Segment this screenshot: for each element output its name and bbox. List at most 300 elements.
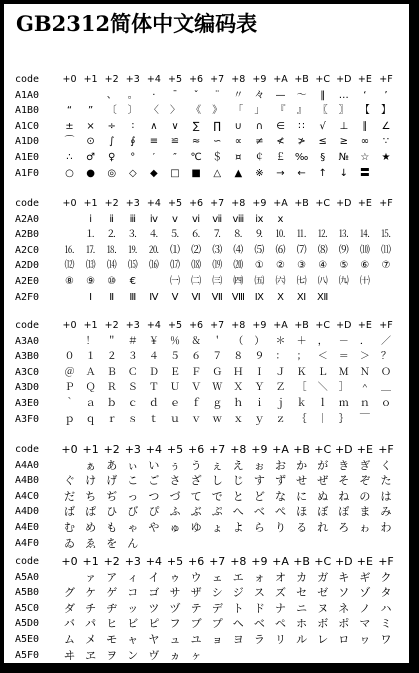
table-cell: ‖ [320, 89, 326, 101]
column-header: +9 [251, 555, 268, 568]
table-cell: ポ [338, 617, 350, 631]
table-cell: ⑴ [170, 244, 180, 256]
column-header: +0 [62, 198, 77, 209]
row-code-label: A5A0 [15, 571, 40, 583]
table-cell: ⅷ [232, 213, 245, 225]
table-cell: ⑸ [254, 244, 265, 256]
table-cell: ㈧ [317, 276, 328, 287]
table-cell: ヶ [190, 648, 202, 662]
column-header: +F [379, 320, 393, 331]
table-cell: Ｓ [127, 382, 138, 394]
table-cell: ぢ [106, 489, 118, 503]
table-cell [333, 290, 354, 306]
table-cell: ÷ [107, 120, 116, 132]
table-cell: ⒂ [127, 260, 138, 272]
column-header: +5 [166, 555, 184, 568]
table-cell: び [127, 505, 139, 519]
column-header: +A [272, 555, 289, 568]
table-cell: チ [85, 601, 97, 615]
table-cell: ィ [127, 570, 139, 584]
table-cell: ⒏ [233, 229, 244, 241]
column-header: +C [315, 320, 330, 331]
table-cell: ゃ [127, 521, 139, 534]
column-header: +6 [189, 320, 204, 331]
table-cell: ム [64, 633, 75, 646]
column-header: +C [315, 198, 330, 209]
table-cell: ド [253, 601, 265, 615]
table-cell: ± [65, 120, 74, 132]
table-cell: ｘ [233, 413, 244, 425]
table-cell: ∶ [131, 120, 135, 132]
table-cell: ヤ [148, 633, 160, 646]
row-code-label: A1F0 [15, 167, 40, 179]
table-cell: み [380, 505, 392, 519]
table-cell: 〈 [148, 105, 159, 117]
table-cell: Ｕ [170, 382, 180, 394]
table-cell: ⅳ [149, 213, 158, 225]
table-cell: ⒋ [148, 229, 159, 241]
table-cell: ⊙ [86, 136, 95, 148]
table-cell [186, 536, 207, 552]
table-cell: Ｙ [254, 382, 265, 394]
table-cell: Ｌ [317, 366, 328, 378]
table-cell: ｆ [191, 398, 202, 409]
table-cell: ⒛ [148, 244, 159, 256]
table-cell: ゴ [148, 586, 160, 600]
table-cell: ほ [296, 505, 308, 519]
table-cell: ℃ [190, 152, 202, 163]
column-header: +0 [62, 320, 77, 331]
table-cell: ⅰ [89, 213, 92, 225]
table-cell: ㈠ [170, 276, 180, 287]
table-cell: → [276, 167, 285, 179]
table-row [4, 290, 410, 306]
table-cell: ≡ [149, 136, 159, 148]
table-cell: Ⅰ [89, 291, 93, 303]
column-header: +D [336, 198, 352, 209]
row-code-label: A2A0 [15, 213, 40, 225]
table-cell: ル [296, 633, 308, 646]
table-cell: ヵ [169, 648, 181, 662]
column-header: +B [293, 443, 310, 456]
table-cell: ″ [173, 152, 177, 163]
table-row [4, 119, 410, 135]
table-cell: ㈥ [275, 276, 286, 287]
table-cell: ｝ [338, 413, 349, 425]
column-header-code: code [15, 320, 40, 331]
row-code-label: A2C0 [15, 244, 40, 256]
table-cell: 《 [191, 105, 202, 117]
column-header: +8 [230, 443, 247, 456]
table-cell: 〕 [127, 105, 138, 117]
table-cell: ッ [127, 601, 139, 615]
table-cell: ヨ [232, 633, 244, 646]
row-code-label: A2B0 [15, 229, 40, 241]
table-cell: が [317, 458, 329, 472]
table-cell: ∏ [213, 120, 221, 132]
table-cell: 》 [212, 105, 223, 117]
row-code-label: A3F0 [15, 413, 40, 425]
table-row [4, 88, 410, 104]
table-cell: ェ [211, 570, 223, 584]
row-code-label: A2D0 [15, 260, 40, 272]
row-code-label: A3A0 [15, 335, 40, 347]
table-cell [376, 412, 397, 428]
table-cell: ア [106, 570, 118, 584]
table-cell: ラ [253, 633, 265, 646]
table-cell: ｏ [381, 398, 391, 409]
table-cell: ｈ [233, 398, 244, 409]
table-cell: ∴ [66, 152, 73, 163]
table-cell: Ｂ [106, 366, 117, 378]
table-cell: ａ [85, 398, 96, 409]
table-cell: キ [338, 570, 350, 584]
table-cell: そ [338, 474, 350, 488]
table-cell: ゾ [359, 586, 371, 600]
table-cell: ㈨ [338, 276, 349, 287]
table-cell: え [232, 458, 244, 472]
table-row [4, 103, 410, 119]
table-cell: ぁ [85, 458, 97, 472]
table-row [4, 504, 410, 520]
table-row [4, 258, 410, 274]
table-cell: “ [66, 105, 73, 117]
table-cell: ゼ [317, 586, 329, 600]
table-cell [59, 290, 80, 306]
table-cell [354, 536, 375, 552]
table-cell: ⒆ [212, 260, 223, 272]
table-cell: ヌ [317, 601, 329, 615]
table-cell: る [296, 521, 308, 534]
table-cell: ぴ [148, 505, 160, 519]
table-cell: ％ [170, 335, 180, 347]
table-cell: 「 [233, 105, 244, 117]
table-cell: ∥ [362, 120, 368, 132]
table-cell: ？ [381, 351, 391, 363]
column-header: +3 [125, 74, 140, 85]
table-cell: ゑ [85, 536, 97, 550]
table-cell: Ｖ [191, 382, 202, 394]
table-cell: べ [253, 505, 265, 519]
table-cell: 〔 [106, 105, 117, 117]
table-cell: ∑ [192, 120, 200, 132]
table-cell: ⒎ [212, 229, 223, 241]
table-row [4, 212, 410, 228]
table-cell: Ⅱ [109, 291, 115, 303]
row-code-label: A5F0 [15, 649, 40, 661]
table-cell: ＊ [275, 335, 286, 347]
table-cell: ＇ [212, 335, 223, 347]
table-cell: ０ [64, 351, 75, 363]
table-cell: × [86, 120, 95, 132]
table-cell: ワ [380, 633, 392, 646]
table-cell [376, 166, 397, 182]
table-cell: じ [232, 474, 244, 488]
table-cell: Ｏ [381, 366, 391, 378]
table-cell: ≌ [170, 136, 180, 148]
table-cell: ュ [169, 633, 181, 646]
table-cell: ⅶ [212, 213, 223, 225]
table-cell: 〗 [338, 105, 349, 117]
table-cell: れ [317, 521, 329, 534]
table-cell: ⑥ [360, 260, 370, 272]
column-header: +8 [230, 555, 247, 568]
column-header: +C [315, 74, 330, 85]
table-cell [354, 212, 375, 228]
table-cell: Ｒ [106, 382, 117, 394]
table-cell: ⅲ [129, 213, 136, 225]
table-cell: ⒕ [359, 229, 370, 241]
table-cell: げ [106, 474, 118, 488]
table-cell: Ⅲ [129, 291, 137, 303]
table-cell: Ｘ [233, 382, 244, 394]
table-cell: ° [130, 152, 136, 163]
table-cell: ご [148, 474, 160, 488]
column-header: +1 [83, 74, 98, 85]
table-cell: ⒖ [381, 229, 391, 241]
table-cell: 】 [381, 105, 391, 117]
table-cell: ｃ [127, 398, 138, 409]
table-cell: ｗ [212, 413, 223, 425]
table-cell: Ⅶ [211, 291, 223, 303]
table-cell: ⒄ [170, 260, 180, 272]
table-cell: ＆ [191, 335, 202, 347]
table-row [4, 536, 410, 552]
table-cell: Ⅷ [231, 291, 245, 303]
table-cell: ｂ [106, 398, 117, 409]
table-row [4, 489, 410, 505]
column-header: +7 [209, 555, 226, 568]
table-cell: 【 [359, 105, 370, 117]
table-cell: ＝ [338, 351, 349, 363]
row-code-label: A5B0 [15, 587, 40, 599]
table-cell: ⒃ [148, 260, 159, 272]
header-row [4, 318, 410, 334]
column-header: +4 [145, 555, 162, 568]
table-cell: ； [296, 351, 307, 363]
table-cell: と [232, 489, 244, 503]
table-cell: ⒙ [106, 244, 117, 256]
table-cell: ⒑ [275, 229, 286, 241]
table-cell: よ [232, 521, 244, 534]
table-cell [376, 274, 397, 290]
table-cell: ～ [296, 89, 307, 101]
table-cell: タ [380, 586, 392, 600]
table-cell: １ [85, 351, 96, 363]
table-cell: ⌒ [64, 136, 75, 148]
table-cell: Ⅴ [171, 291, 179, 303]
table-cell: ヲ [106, 648, 118, 662]
table-cell: ㈢ [212, 276, 223, 287]
table-cell: ¨ [214, 89, 220, 101]
table-cell: ∩ [255, 120, 264, 132]
table-cell: ｅ [170, 398, 180, 409]
table-cell: Ⅸ [254, 291, 264, 303]
row-code-label: A2E0 [15, 276, 40, 287]
row-code-label: A4A0 [15, 459, 40, 471]
column-header: +B [294, 198, 309, 209]
table-cell: や [148, 521, 160, 534]
table-cell: Ｔ [148, 382, 159, 394]
table-cell: お [275, 458, 286, 472]
table-row [4, 616, 410, 632]
table-cell: ⑾ [381, 244, 391, 256]
row-code-label: A4F0 [15, 537, 40, 549]
table-cell: オ [275, 570, 286, 584]
table-row [4, 365, 410, 381]
header-row [4, 72, 410, 88]
row-code-label: A3C0 [15, 366, 40, 378]
column-header: +4 [146, 198, 161, 209]
table-cell: ベ [253, 617, 265, 631]
table-cell: ⅴ [172, 213, 178, 225]
table-cell: っ [127, 489, 139, 503]
column-header: +E [356, 555, 373, 568]
table-cell: ７ [212, 351, 223, 363]
column-header: +1 [83, 320, 98, 331]
column-header: +C [314, 443, 332, 456]
table-cell: ５ [170, 351, 180, 363]
column-header: +9 [251, 443, 268, 456]
table-cell: － [338, 335, 349, 347]
table-cell: ￣ [359, 413, 370, 425]
table-cell: く [380, 458, 392, 472]
table-cell: （ [233, 335, 244, 347]
table-cell: ◇ [128, 167, 137, 179]
table-cell [228, 648, 249, 664]
table-cell: ⑷ [233, 244, 244, 256]
table-row [4, 243, 410, 259]
table-cell: ゐ [64, 536, 75, 550]
table-cell: … [338, 89, 349, 101]
table-cell: ゎ [359, 521, 371, 534]
row-code-label: A1A0 [15, 89, 40, 101]
table-cell: ⒓ [317, 229, 328, 241]
column-header: +2 [104, 320, 119, 331]
column-header-code: code [15, 556, 40, 567]
table-cell: ホ [296, 617, 308, 631]
table-cell: ’ [384, 89, 388, 101]
table-cell: ６ [191, 351, 202, 363]
table-cell: は [380, 489, 392, 503]
table-cell: ゲ [106, 586, 118, 600]
table-cell [59, 334, 80, 350]
column-header: +1 [83, 198, 98, 209]
table-cell: ∵ [382, 136, 390, 148]
table-cell [270, 536, 291, 552]
row-code-label: A3E0 [15, 398, 40, 409]
table-cell: ． [359, 335, 370, 347]
table-cell: ｛ [296, 413, 307, 425]
table-cell: ぞ [359, 474, 371, 488]
table-cell: き [338, 458, 350, 472]
table-cell: ヘ [232, 617, 244, 631]
table-cell: ⅱ [109, 213, 114, 225]
column-header: +5 [167, 198, 182, 209]
table-cell: ぎ [359, 458, 371, 472]
column-header: +A [273, 320, 288, 331]
column-header: +A [272, 443, 289, 456]
table-row [4, 585, 410, 601]
table-cell: ※ [255, 167, 264, 179]
table-cell: ∧ [150, 120, 158, 132]
table-cell: ユ [190, 633, 202, 646]
column-header: +7 [210, 198, 225, 209]
row-code-label: A4B0 [15, 475, 40, 487]
table-cell: ， [317, 335, 328, 347]
table-cell: ロ [338, 633, 350, 646]
table-cell: バ [64, 617, 75, 631]
table-cell: ▲ [234, 167, 243, 179]
row-code-label: A3B0 [15, 351, 40, 363]
table-cell: Ｑ [85, 382, 96, 394]
table-cell: ざ [190, 474, 202, 488]
table-cell: ○ [65, 167, 74, 179]
table-cell: ⑻ [317, 244, 328, 256]
table-cell: ソ [338, 586, 350, 600]
table-cell: ｒ [106, 413, 117, 425]
column-header: +5 [166, 443, 184, 456]
table-cell: ゥ [169, 570, 181, 584]
table-cell: あ [106, 458, 118, 472]
table-cell: ９ [254, 351, 265, 363]
table-cell [376, 536, 397, 552]
table-cell: 〖 [317, 105, 328, 117]
table-cell: ˇ [193, 89, 199, 101]
table-cell: ′ [152, 152, 156, 163]
table-cell: ニ [296, 601, 308, 615]
column-header: +F [379, 198, 393, 209]
column-header: +2 [104, 198, 119, 209]
table-cell: ￡ [275, 152, 286, 163]
table-cell [376, 212, 397, 228]
table-cell: ⒒ [296, 229, 307, 241]
row-code-label: A1B0 [15, 105, 40, 117]
table-cell: マ [359, 617, 371, 631]
row-code-label: A5E0 [15, 634, 40, 645]
table-row [4, 473, 410, 489]
table-cell: ヒ [106, 617, 118, 631]
table-cell: ｊ [275, 398, 286, 409]
table-cell: ↑ [318, 167, 327, 179]
table-row [4, 412, 410, 428]
column-header: +B [293, 555, 310, 568]
column-header: +9 [252, 198, 267, 209]
column-header: +7 [210, 320, 225, 331]
row-code-label: A5C0 [15, 602, 40, 614]
table-cell: ｕ [170, 413, 180, 425]
table-cell: 。 [127, 89, 138, 101]
table-cell: ♀ [108, 152, 116, 163]
table-cell: ⅸ [255, 213, 264, 225]
table-cell: √ [319, 120, 326, 132]
table-cell: う [190, 458, 202, 472]
table-cell: ⒌ [170, 229, 180, 241]
table-cell: ∷ [298, 120, 305, 132]
table-cell: ぬ [317, 489, 329, 503]
table-cell [228, 536, 249, 552]
table-cell: ∨ [171, 120, 179, 132]
table-row [4, 349, 410, 365]
table-cell: Ｉ [254, 366, 265, 378]
table-cell: ｌ [317, 398, 328, 409]
table-cell: ジ [232, 586, 244, 600]
table-cell: ⒚ [127, 244, 138, 256]
table-cell: Ｅ [170, 366, 180, 378]
table-cell: ⑤ [339, 260, 349, 272]
table-cell: △ [213, 167, 222, 179]
table-cell [333, 212, 354, 228]
